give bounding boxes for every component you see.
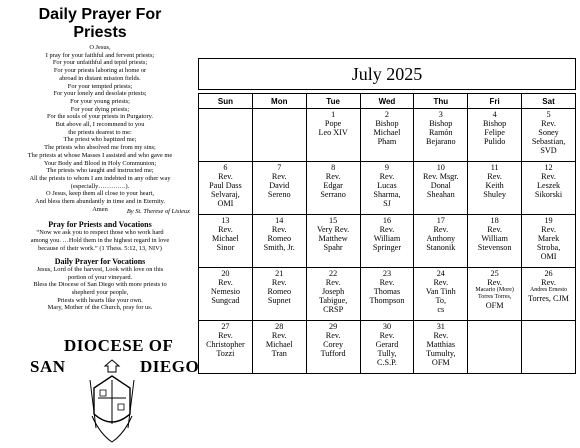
calendar-week-row: [199, 321, 576, 374]
prayer-attribution: By St. Therese of Lisieux: [126, 207, 190, 215]
calendar-day-cell: [414, 215, 468, 268]
priest-name: Rev. Keith Shuley: [483, 172, 507, 199]
day-number: 10: [436, 163, 445, 172]
prayer-line: For your dying priests;: [70, 105, 130, 113]
prayer-line: For your unfaithful and tepid priests;: [52, 59, 148, 67]
vocations-line: “Now we ask you to respect those who work hard: [36, 229, 164, 237]
day-number: 1: [331, 110, 336, 119]
day-number: 7: [277, 163, 282, 172]
priest-name-small: Macario (More) Torres Torres,: [475, 287, 514, 300]
priest-name: Very Rev. Matthew Spahr: [317, 225, 350, 252]
daily-vocations-line: Mary, Mother of the Church, pray for us.: [47, 304, 153, 312]
prayer-line: For your young priests;: [70, 97, 130, 105]
calendar-day-cell: [199, 321, 253, 374]
day-header: Sun: [199, 94, 253, 109]
day-number: 19: [544, 216, 553, 225]
priest-name: Rev. Van Tinh To, cs: [425, 278, 456, 314]
calendar-day-cell: [360, 268, 414, 321]
day-number: 5: [546, 110, 551, 119]
calendar-month-title: July 2025: [198, 58, 576, 90]
day-number: 9: [384, 163, 389, 172]
diocese-of-text: DIOCESE OF: [64, 336, 174, 355]
day-number: 12: [544, 163, 553, 172]
prayer-line: the priests dearest to me:: [68, 128, 132, 136]
prayer-line: Amen: [92, 205, 108, 213]
prayer-line: The priests who absolved me from my sins;: [44, 144, 156, 152]
daily-prayer-text: [6, 44, 194, 213]
calendar-day-cell: [360, 162, 414, 215]
priest-name: Rev. Matthias Tumulty, OFM: [426, 331, 456, 367]
priest-name: Rev. William Springer: [372, 225, 402, 252]
calendar-day-cell: [252, 321, 306, 374]
prayer-line: For your tempted priests;: [67, 82, 133, 90]
calendar-day-cell: [522, 162, 576, 215]
priest-name-small: Andres Ernesto: [529, 287, 568, 293]
priest-name-suffix: Torres, CJM: [528, 294, 569, 303]
prayer-line: I pray for your faithful and fervent priests;: [45, 51, 155, 59]
day-number: 27: [221, 322, 230, 331]
day-number: 28: [275, 322, 284, 331]
day-header: Thu: [414, 94, 468, 109]
day-header: Wed: [360, 94, 414, 109]
vocations-quote: [6, 229, 194, 252]
prayer-line: Your Body and Blood in Holy Communion;: [43, 159, 157, 167]
day-number: 13: [221, 216, 230, 225]
prayer-line: For the souls of your priests in Purgatory.: [47, 113, 153, 121]
calendar-day-cell: [252, 268, 306, 321]
diocese-san-text: SAN: [30, 357, 66, 376]
calendar-day-cell: [306, 215, 360, 268]
calendar-week-row: [199, 162, 576, 215]
diocese-seal-icon: [86, 358, 138, 444]
calendar-week-row: [199, 109, 576, 162]
day-number: 14: [275, 216, 284, 225]
calendar-day-cell: [522, 109, 576, 162]
priest-name: Rev. Marek Stroba, OMI: [536, 225, 561, 261]
calendar-day-cell: [414, 268, 468, 321]
priest-name: Rev. Christopher Tozzi: [206, 331, 245, 358]
daily-vocations-line: shepherd your people,: [71, 289, 129, 297]
priest-name: Rev. Soney Sebastian, SVD: [531, 119, 566, 155]
vocations-line: among you. …Hold them in the highest regard in love: [30, 237, 170, 245]
calendar-day-cell: [306, 268, 360, 321]
priest-name: Bishop Michael Pham: [373, 119, 401, 146]
vocations-line: because of their work.” (1 Thess. 5:12, 13, NIV): [38, 244, 162, 252]
prayer-line: The priests who taught and instructed me;: [46, 167, 154, 175]
calendar-day-cell: [252, 162, 306, 215]
priest-name: Rev.: [487, 278, 502, 287]
day-number: 15: [329, 216, 338, 225]
day-header: Mon: [252, 94, 306, 109]
calendar-grid: [198, 93, 576, 374]
day-header: Fri: [468, 94, 522, 109]
calendar: [198, 58, 576, 374]
prayer-line: For your lonely and desolate priests;: [53, 90, 147, 98]
calendar-day-cell: [522, 268, 576, 321]
vocations-title: Pray for Priests and Vocations: [48, 220, 152, 230]
day-number: 22: [329, 269, 338, 278]
priest-name: Rev. Thomas Thompson: [369, 278, 405, 305]
day-number: 17: [436, 216, 445, 225]
calendar-day-cell: [360, 109, 414, 162]
calendar-day-cell: [468, 162, 522, 215]
calendar-day-cell: [414, 162, 468, 215]
priest-name-suffix: OFM: [485, 301, 504, 310]
day-number: 31: [436, 322, 445, 331]
calendar-day-cell: [199, 162, 253, 215]
priest-name: Rev. David Sereno: [267, 172, 291, 199]
prayer-title-line2: Priests: [73, 24, 127, 41]
day-header: Tue: [306, 94, 360, 109]
priest-name: Rev.: [541, 278, 556, 287]
priest-name: Rev. Leszek Sikorski: [534, 172, 563, 199]
priest-name: Bishop Ramón Bejarano: [426, 119, 456, 146]
daily-vocations-line: Priests with hearts like your own.: [57, 296, 143, 304]
prayer-line: O Jesus, keep them all close to your heart,: [46, 190, 154, 198]
day-number: 26: [544, 269, 553, 278]
priest-name: Rev. Gerard Tully, C.S.P.: [375, 331, 399, 367]
priest-name: Rev. Nemesio Sungcad: [210, 278, 240, 305]
prayer-line: But above all, I recommend to you: [55, 121, 145, 129]
day-number: 23: [382, 269, 392, 278]
day-number: 18: [490, 216, 499, 225]
prayer-line: abroad in distant mission fields.: [59, 74, 141, 82]
calendar-day-cell: [252, 215, 306, 268]
calendar-day-cell: [522, 321, 576, 374]
priest-name: Bishop Felipe Pulido: [483, 119, 507, 146]
day-number: 21: [275, 269, 284, 278]
priest-name: Rev. Michael Tran: [265, 331, 293, 358]
day-number: 2: [384, 110, 389, 119]
calendar-week-row: [199, 268, 576, 321]
prayer-line: All the priests to whom I am indebted in any other way: [29, 174, 171, 182]
calendar-day-cell: [468, 109, 522, 162]
priest-name: Rev. Anthony Stanonik: [426, 225, 456, 252]
prayer-line: For your priests laboring at home or: [53, 67, 147, 75]
calendar-day-cell: [306, 321, 360, 374]
day-number: 20: [221, 269, 230, 278]
prayer-line: The priests at whose Masses I assisted and who gave me: [27, 151, 173, 159]
day-number: 30: [382, 322, 392, 331]
day-number: 11: [490, 163, 499, 172]
priest-name: Rev. Paul Dass Selvaraj, OMI: [209, 172, 242, 208]
priest-name: Rev. Romeo Supnet: [267, 278, 292, 305]
diocese-diego-text: DIEGO: [140, 357, 200, 376]
prayer-title-line1: Daily Prayer For: [38, 6, 162, 23]
calendar-day-cell: [468, 215, 522, 268]
priest-name: Rev. Joseph Tabigue, CRSP: [318, 278, 348, 314]
calendar-day-cell: [360, 321, 414, 374]
calendar-day-cell: [468, 321, 522, 374]
day-number: 8: [331, 163, 336, 172]
prayer-line: And bless them abundantly in time and in Eternity.: [34, 198, 166, 206]
priest-name: Rev. Msgr. Donal Sheahan: [422, 172, 459, 199]
day-number: 29: [329, 322, 338, 331]
daily-vocations-text: [6, 266, 194, 312]
day-number: 24: [436, 269, 445, 278]
prayer-line: O Jesus,: [89, 44, 111, 51]
priest-name: Rev. Lucas Sharma, SJ: [373, 172, 401, 208]
calendar-day-cell: [199, 109, 253, 162]
calendar-day-cell: [468, 268, 522, 321]
daily-vocations-line: Jesus, Lord of the harvest, Look with love on this: [36, 266, 164, 274]
priest-name: Rev. Corey Tufford: [320, 331, 346, 358]
day-number: 25: [490, 269, 499, 278]
priest-name: Rev. Michael Sinor: [212, 225, 239, 252]
calendar-day-cell: [199, 268, 253, 321]
priest-name: Rev. Romeo Smith, Jr.: [263, 225, 295, 252]
daily-vocations-line: Bless the Diocese of San Diego with more priests to: [33, 281, 167, 289]
daily-vocations-line: portion of your vineyard.: [67, 273, 133, 281]
priest-name: Pope Leo XIV: [318, 119, 348, 137]
calendar-week-row: [199, 215, 576, 268]
diocese-logo: [30, 336, 200, 444]
prayer-line: (especially………….).: [70, 182, 130, 190]
prayer-line: The priest who baptized me;: [63, 136, 137, 144]
calendar-day-cell: [306, 109, 360, 162]
calendar-day-cell: [360, 215, 414, 268]
priest-name: Rev. Edgar Serrano: [320, 172, 346, 199]
calendar-day-cell: [252, 109, 306, 162]
day-header: Sat: [522, 94, 576, 109]
day-number: 6: [223, 163, 228, 172]
calendar-day-cell: [306, 162, 360, 215]
calendar-day-cell: [414, 109, 468, 162]
day-number: 4: [492, 110, 497, 119]
calendar-day-cell: [414, 321, 468, 374]
day-number: 16: [382, 216, 392, 225]
calendar-day-cell: [522, 215, 576, 268]
daily-vocations-title: Daily Prayer for Vocations: [54, 257, 146, 267]
calendar-day-cell: [199, 215, 253, 268]
day-number: 3: [438, 110, 443, 119]
priest-name: Rev. William Stevenson: [477, 225, 512, 252]
prayer-column: [6, 6, 194, 312]
